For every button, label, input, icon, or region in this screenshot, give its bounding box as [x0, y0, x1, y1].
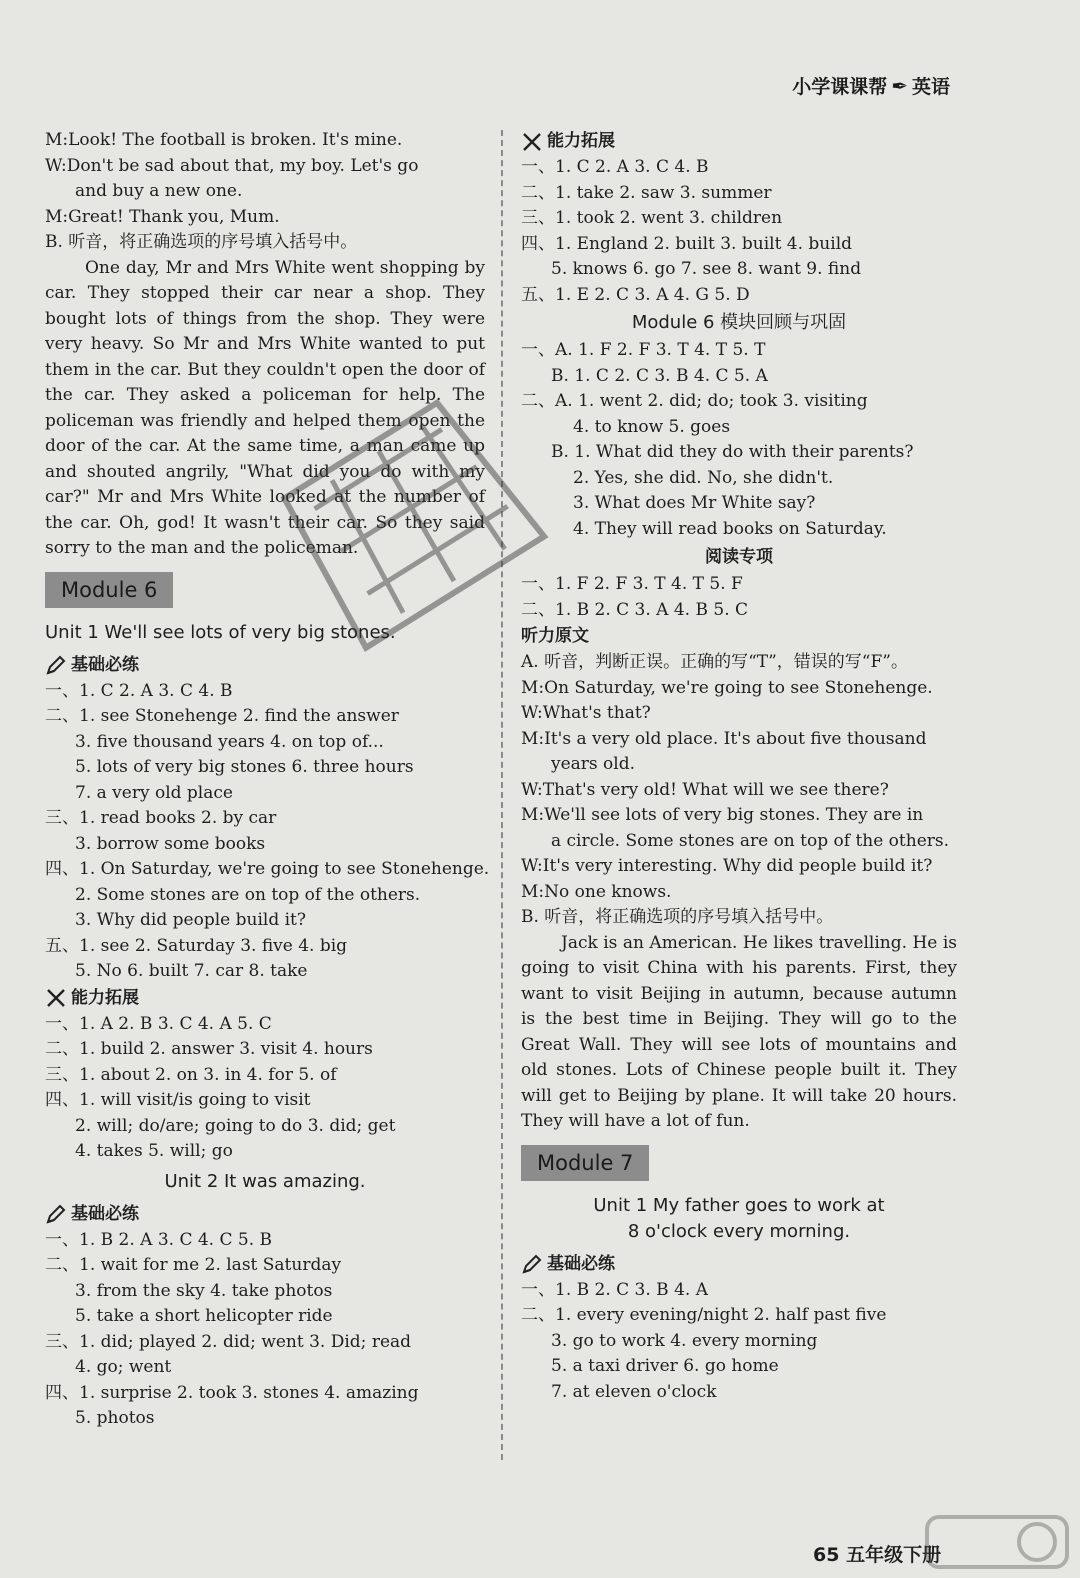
instruction-line: B. 听音，将正确选项的序号填入括号中。: [45, 232, 358, 252]
answer-line: 5. photos: [75, 1408, 155, 1428]
crossed-tools-icon: [45, 987, 67, 1009]
unit-1-title-line-1: Unit 1 My father goes to work at: [593, 1194, 885, 1216]
dialog-line: M:It's a very old place. It's about five thousand: [521, 728, 927, 749]
answer-line: 四、1. England 2. built 3. built 4. build: [521, 233, 853, 254]
module-7-badge: Module 7: [521, 1145, 649, 1181]
answer-line: 3. from the sky 4. take photos: [75, 1280, 333, 1301]
book-logo-icon: ✒: [891, 73, 908, 98]
answer-line: 4. They will read books on Saturday.: [573, 518, 887, 539]
answer-line: 3. go to work 4. every morning: [551, 1330, 818, 1351]
dialog-line: and buy a new one.: [75, 181, 243, 201]
dialog-line: M:We'll see lots of very big stones. They are in: [521, 805, 924, 825]
instruction-line: B. 听音，将正确选项的序号填入括号中。: [521, 907, 834, 927]
answer-line: 2. Yes, she did. No, she didn't.: [573, 467, 834, 488]
answer-line: 5. No 6. built 7. car 8. take: [75, 961, 308, 981]
answer-line: 3. Why did people build it?: [75, 910, 306, 930]
answer-line: 三、1. took 2. went 3. children: [521, 208, 783, 228]
site-watermark-logo-icon: [922, 1512, 1072, 1572]
section-label: 能力拓展: [547, 131, 615, 151]
dialog-line: M:No one knows.: [521, 881, 672, 902]
ability-extension-heading: [521, 128, 957, 155]
section-label: 基础必练: [71, 654, 139, 675]
dialog-line: M:On Saturday, we're going to see Stonehenge.: [521, 677, 933, 698]
dialog-line: W:Don't be sad about that, my boy. Let's go: [45, 155, 419, 176]
basic-practice-heading: [45, 1201, 485, 1228]
dialog-line: W:It's very interesting. Why did people build it?: [521, 856, 933, 876]
section-label: 能力拓展: [71, 987, 139, 1008]
section-label: 基础必练: [547, 1253, 615, 1274]
answer-line: 三、1. did; played 2. did; went 3. Did; read: [45, 1331, 412, 1352]
unit-1-title-line-2: 8 o'clock every morning.: [627, 1220, 851, 1242]
answer-line: 3. five thousand years 4. on top of...: [75, 731, 384, 752]
answer-line: 五、1. E 2. C 3. A 4. G 5. D: [521, 284, 750, 305]
answer-line: 一、1. B 2. A 3. C 4. C 5. B: [45, 1229, 273, 1250]
answer-line: 二、1. see Stonehenge 2. find the answer: [45, 706, 399, 726]
answer-line: 二、1. B 2. C 3. A 4. B 5. C: [521, 599, 749, 620]
answer-line: 7. a very old place: [75, 782, 233, 803]
dialog-line: M:Look! The football is broken. It's mine.: [45, 130, 403, 150]
answer-line: 5. take a short helicopter ride: [75, 1306, 333, 1326]
answer-line: 5. a taxi driver 6. go home: [551, 1356, 779, 1376]
story-paragraph: One day, Mr and Mrs White went shopping by car. They stopped their car near a shop. They bought lots of things from the shop. They were very heavy. So Mr and Mrs White wanted to put them in the car. But they couldn't open the door of the car. They asked a policeman for help. The policeman was friendly and helped them open the door of the car. At the same time, a man came up and shouted angrily, "What did you do with my car?" Mr and Mrs White looked at the number of the car. Oh, god! It wasn't their car. So they said sorry to the man and the policeman.: [45, 257, 485, 558]
section-label: 基础必练: [71, 1203, 139, 1224]
column-divider: [501, 130, 503, 1460]
answer-line: 2. will; do/are; going to do 3. did; get: [75, 1115, 396, 1136]
dialog-line: years old.: [551, 754, 636, 774]
answer-line: 7. at eleven o'clock: [551, 1381, 717, 1402]
module-6-review-title: Module 6 模块回顾与巩固: [631, 312, 847, 333]
answer-line: 二、1. take 2. saw 3. summer: [521, 182, 772, 203]
answer-line: 5. knows 6. go 7. see 8. want 9. find: [551, 259, 862, 279]
answer-line: B. 1. What did they do with their parents?: [551, 442, 914, 462]
basic-practice-heading: [45, 652, 485, 679]
answer-line: 4. to know 5. goes: [573, 416, 731, 437]
ability-extension-heading: [45, 985, 485, 1012]
answer-line: 4. takes 5. will; go: [75, 1141, 233, 1161]
answer-line: 二、1. wait for me 2. last Saturday: [45, 1255, 342, 1275]
unit-1-title: Unit 1 We'll see lots of very big stones.: [45, 621, 396, 643]
story-paragraph: Jack is an American. He likes travelling. He is going to visit China with his parents. First, they want to visit Beijing in autumn, because autumn is the best time in Beijing. They will go to the Great Wall. They will see lots of mountains and old stones. Lots of Chinese people built it. They will get to Beijing by plane. It will take 20 hours. They will have a lot of fun.: [521, 932, 957, 1131]
subject-label: 英语: [911, 76, 950, 98]
answer-line: 一、1. B 2. C 3. B 4. A: [521, 1279, 708, 1300]
answer-line: 3. borrow some books: [75, 833, 266, 854]
answer-line: 二、1. build 2. answer 3. visit 4. hours: [45, 1039, 373, 1059]
answer-line: 二、A. 1. went 2. did; do; took 3. visiting: [521, 391, 868, 411]
answer-line: 2. Some stones are on top of the others.: [75, 884, 421, 905]
answer-line: 一、1. F 2. F 3. T 4. T 5. F: [521, 574, 743, 594]
pencil-icon: [45, 654, 67, 676]
grade-label: 五年级下册: [846, 1544, 942, 1566]
answer-line: 一、1. C 2. A 3. C 4. B: [521, 157, 709, 177]
answer-line: 三、1. read books 2. by car: [45, 808, 277, 828]
crossed-tools-icon: [521, 131, 543, 153]
instruction-line: A. 听音，判断正误。正确的写“T”，错误的写“F”。: [521, 652, 908, 672]
answer-line: 三、1. about 2. on 3. in 4. for 5. of: [45, 1064, 337, 1085]
dialog-line: a circle. Some stones are on top of the others.: [551, 830, 950, 851]
answer-line: 3. What does Mr White say?: [573, 493, 816, 513]
listening-script-heading: 听力原文: [521, 626, 589, 646]
answer-line: 二、1. every evening/night 2. half past five: [521, 1305, 887, 1325]
answer-line: 四、1. will visit/is going to visit: [45, 1090, 311, 1110]
dialog-line: W:What's that?: [521, 703, 651, 723]
answer-line: 5. lots of very big stones 6. three hours: [75, 757, 414, 777]
pencil-icon: [45, 1203, 67, 1225]
answer-line: 一、1. A 2. B 3. C 4. A 5. C: [45, 1013, 272, 1034]
dialog-line: W:That's very old! What will we see there?: [521, 779, 889, 800]
book-title: 小学课课帮: [792, 76, 888, 98]
basic-practice-heading: [521, 1251, 957, 1278]
dialog-line: M:Great! Thank you, Mum.: [45, 206, 280, 227]
pencil-icon: [521, 1253, 543, 1275]
answer-line: 4. go; went: [75, 1357, 172, 1377]
answer-line: 一、A. 1. F 2. F 3. T 4. T 5. T: [521, 340, 766, 360]
answer-line: B. 1. C 2. C 3. B 4. C 5. A: [551, 365, 768, 386]
unit-2-title: Unit 2 It was amazing.: [164, 1170, 366, 1192]
left-column: [45, 128, 490, 1432]
answer-line: 四、1. On Saturday, we're going to see Stonehenge.: [45, 859, 490, 879]
answer-line: 四、1. surprise 2. took 3. stones 4. amazing: [45, 1382, 419, 1403]
book-header: [792, 72, 950, 99]
reading-section-title: 阅读专项: [705, 547, 773, 567]
answer-line: 一、1. C 2. A 3. C 4. B: [45, 680, 233, 701]
answer-line: 五、1. see 2. Saturday 3. five 4. big: [45, 935, 348, 956]
module-6-badge: Module 6: [45, 572, 173, 608]
right-column: [521, 128, 957, 1405]
page-number: 65: [813, 1544, 840, 1566]
